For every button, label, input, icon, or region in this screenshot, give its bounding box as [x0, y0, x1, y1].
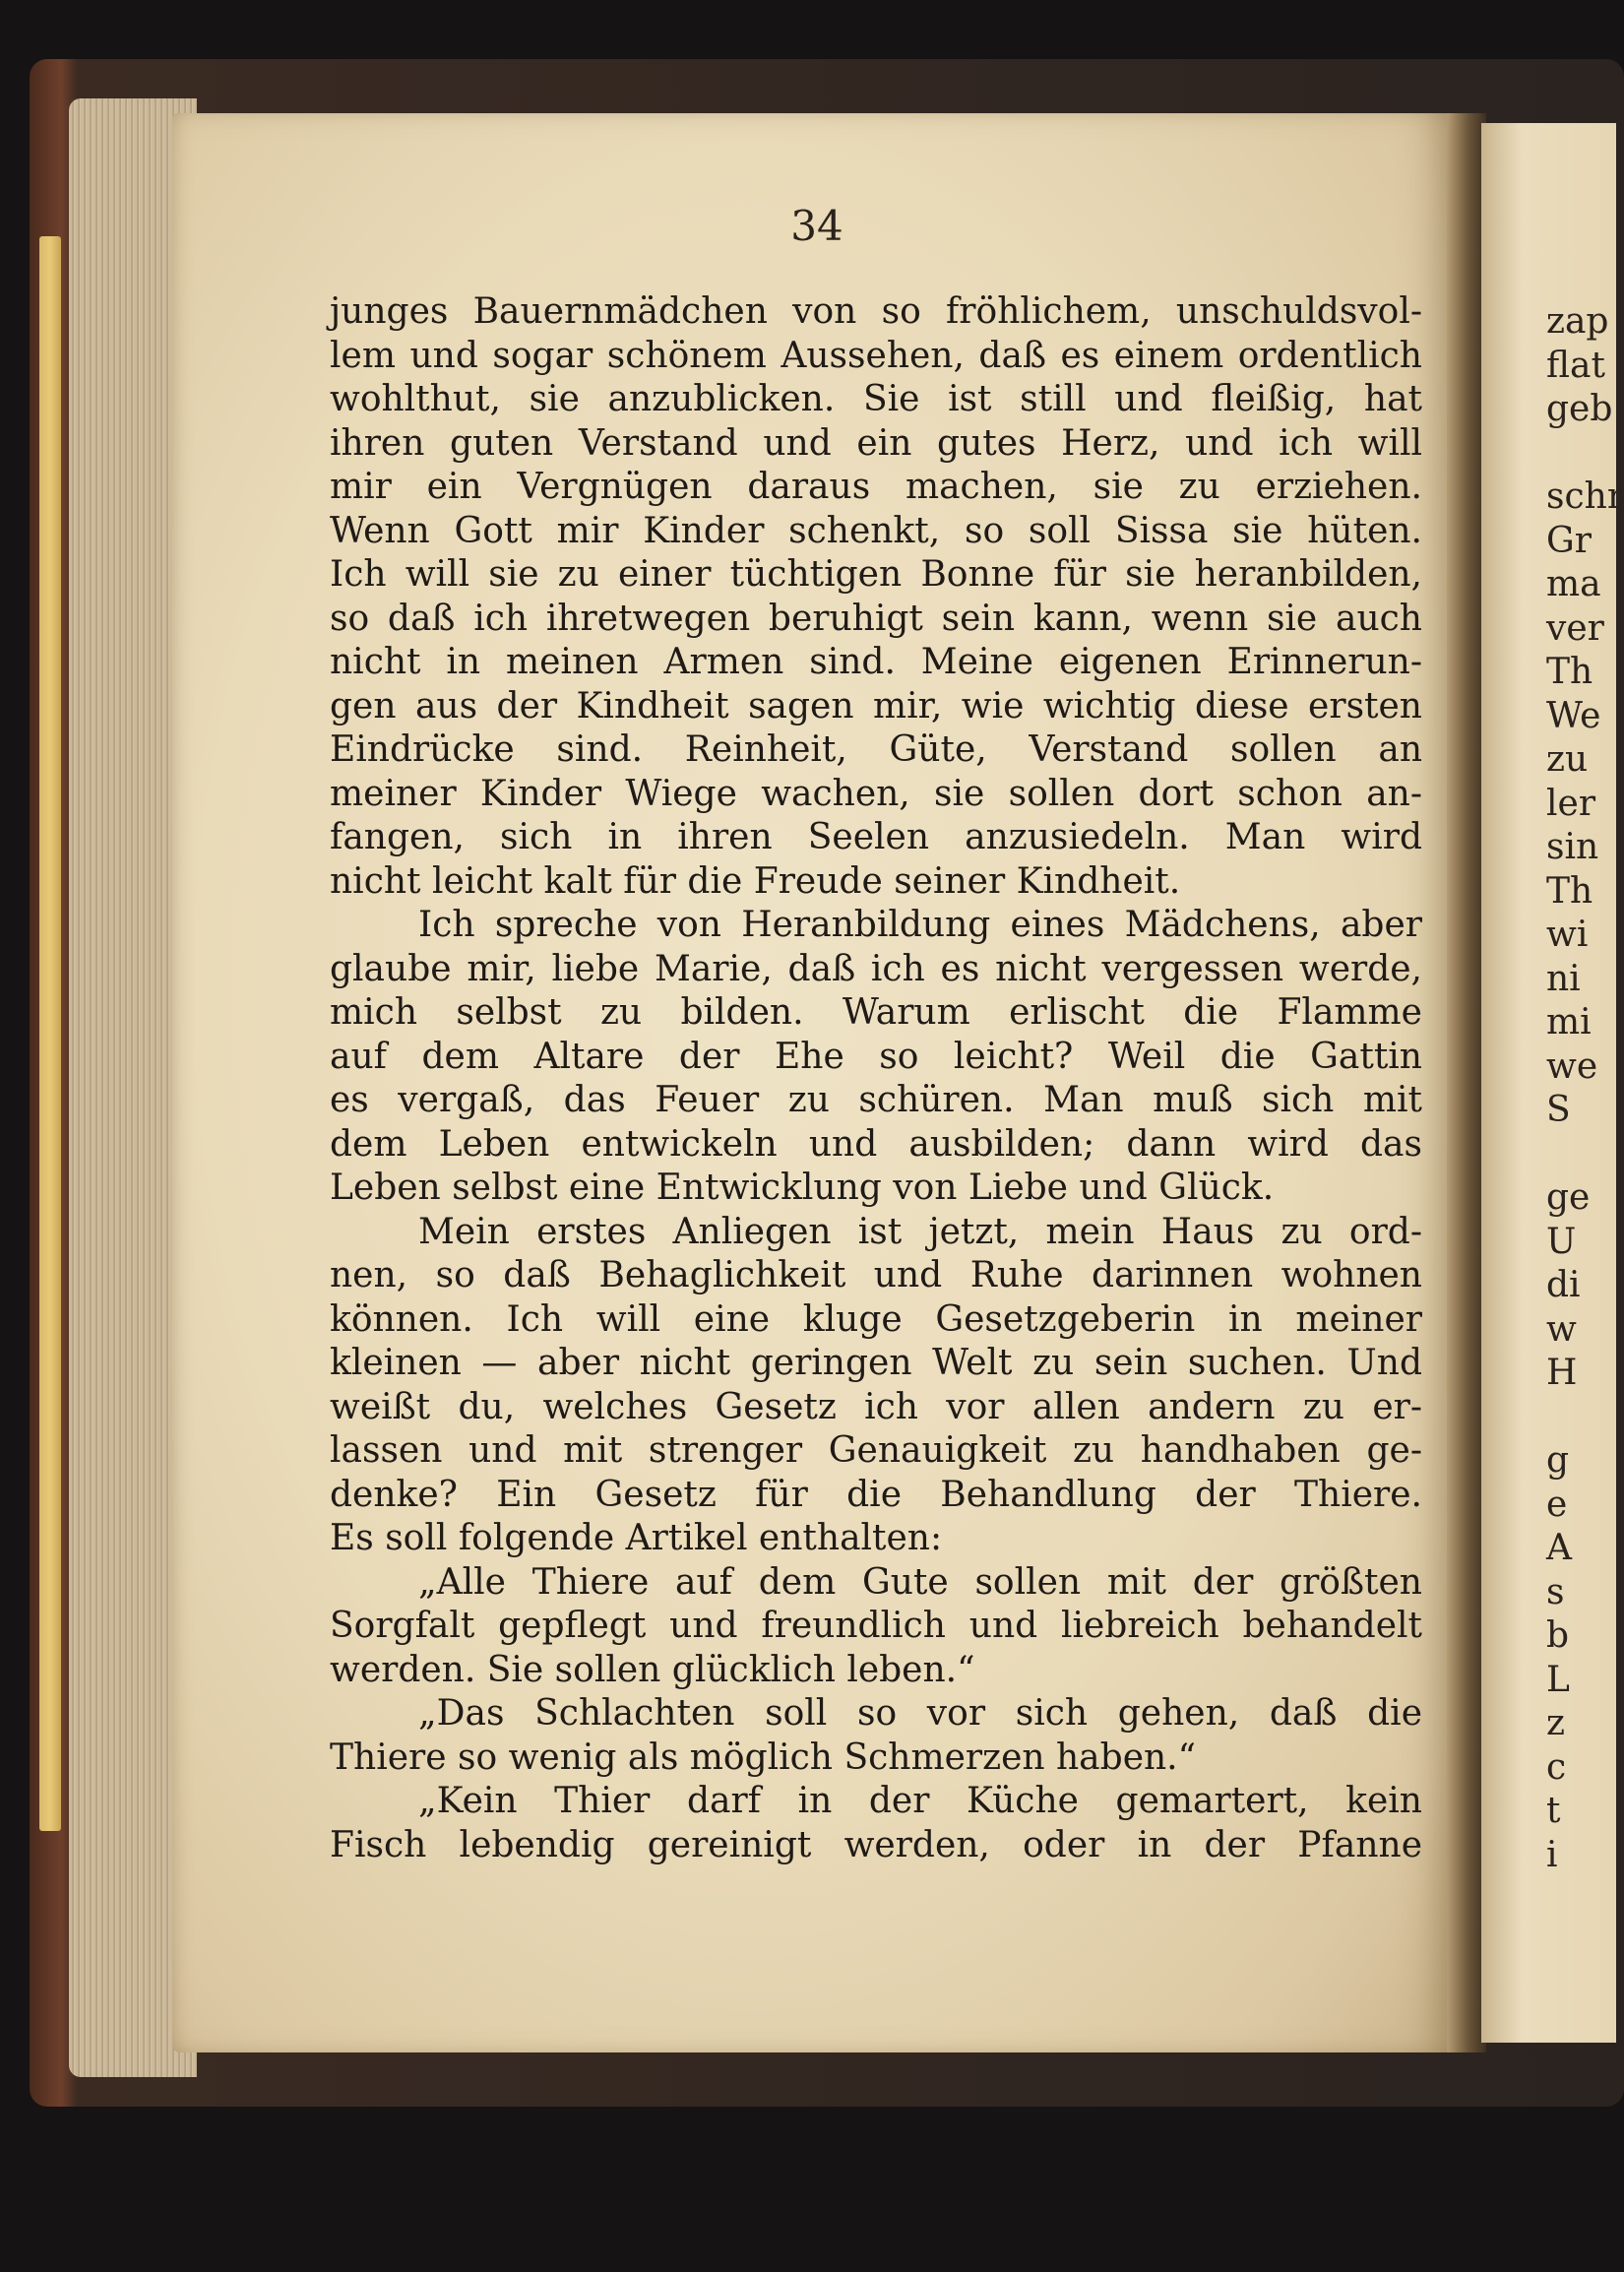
body-text — [330, 290, 1422, 1867]
facing-line-fragment: z — [1546, 1703, 1565, 1743]
text-line: so daß ich ihretwegen beruhigt sein kann, wenn sie auch — [330, 598, 1422, 639]
facing-line-fragment: we — [1546, 1045, 1598, 1087]
book-gutter — [1447, 113, 1486, 2052]
facing-line-fragment: Th — [1546, 652, 1593, 692]
facing-line-fragment: zap — [1546, 301, 1609, 342]
facing-line-fragment: ler — [1546, 783, 1596, 824]
text-line: mich selbst zu bilden. Warum erlischt die Flamme — [330, 992, 1422, 1033]
text-line: Wenn Gott mir Kinder schenkt, so soll Sissa sie hüten. — [330, 510, 1422, 551]
text-line: Fisch lebendig gereinigt werden, oder in der Pfanne — [330, 1824, 1422, 1865]
text-line: Eindrücke sind. Reinheit, Güte, Verstand sollen an — [330, 729, 1422, 770]
facing-line-fragment: We — [1546, 695, 1601, 736]
facing-line-fragment: g — [1546, 1440, 1570, 1481]
text-line: „Kein Thier darf in der Küche gemartert, kein — [418, 1781, 1422, 1821]
facing-line-fragment: ma — [1546, 564, 1601, 604]
page-number: 34 — [790, 202, 843, 250]
facing-page-text — [1546, 300, 1624, 1877]
text-line: denke? Ein Gesetz für die Behandlung der Thiere. — [330, 1474, 1422, 1515]
facing-line-fragment: flat — [1546, 345, 1605, 386]
text-line: lem und sogar schönem Aussehen, daß es einem ordentlich — [330, 335, 1422, 376]
text-line: Es soll folgende Artikel enthalten: — [330, 1518, 943, 1558]
facing-line-fragment: zu — [1546, 739, 1589, 780]
text-line: dem Leben entwickeln und ausbilden; dann wird das — [330, 1123, 1422, 1165]
text-line: nicht leicht kalt für die Freude seiner Kindheit. — [330, 860, 1181, 902]
text-line: es vergaß, das Feuer zu schüren. Man muß sich mit — [330, 1080, 1422, 1120]
facing-line-fragment: H — [1546, 1353, 1578, 1393]
text-line: weißt du, welches Gesetz ich vor allen andern zu er- — [330, 1386, 1422, 1427]
facing-line-fragment: ni — [1546, 958, 1581, 999]
text-line: „Das Schlachten soll so vor sich gehen, daß die — [418, 1693, 1422, 1734]
text-line: „Alle Thiere auf dem Gute sollen mit der größten — [418, 1561, 1422, 1603]
facing-line-fragment: w — [1546, 1308, 1577, 1350]
text-line: wohlthut, sie anzublicken. Sie ist still und fleißig, hat — [330, 379, 1422, 419]
text-line: fangen, sich in ihren Seelen anzusiedeln. Man wird — [330, 817, 1422, 857]
text-line: Ich will sie zu einer tüchtigen Bonne für sie heranbilden, — [330, 554, 1422, 595]
facing-line-fragment: L — [1546, 1659, 1570, 1700]
text-line: meiner Kinder Wiege wachen, sie sollen dort schon an- — [330, 773, 1422, 814]
text-line: Thiere so wenig als möglich Schmerzen haben.“ — [330, 1736, 1197, 1778]
text-line: glaube mir, liebe Marie, daß ich es nicht vergessen werde, — [330, 948, 1422, 989]
facing-line-fragment — [1546, 1396, 1624, 1440]
text-line: kleinen — aber nicht geringen Welt zu sein suchen. Und — [330, 1343, 1422, 1383]
facing-line-fragment: s — [1546, 1571, 1565, 1612]
text-line: Ich spreche von Heranbildung eines Mädchens, aber — [418, 905, 1422, 945]
facing-line-fragment: A — [1546, 1528, 1572, 1568]
facing-line-fragment: wi — [1546, 915, 1589, 955]
facing-page — [1481, 123, 1624, 2043]
facing-line-fragment: U — [1546, 1221, 1577, 1262]
facing-line-fragment: di — [1546, 1265, 1581, 1305]
text-line: auf dem Altare der Ehe so leicht? Weil die Gattin — [330, 1036, 1422, 1077]
text-line: mir ein Vergnügen daraus machen, sie zu erziehen. — [330, 467, 1422, 507]
facing-line-fragment: geb — [1546, 389, 1613, 429]
text-line: lassen und mit strenger Genauigkeit zu handhaben ge- — [330, 1430, 1422, 1471]
facing-line-fragment: b — [1546, 1615, 1570, 1656]
facing-line-fragment: i — [1546, 1834, 1558, 1875]
facing-line-fragment — [1546, 1133, 1624, 1177]
text-line: junges Bauernmädchen von so fröhlichem, unschuldsvol- — [330, 291, 1422, 332]
text-line: werden. Sie sollen glücklich leben.“ — [330, 1649, 975, 1690]
text-line: nicht in meinen Armen sind. Meine eigenen Erinnerun- — [330, 642, 1422, 682]
facing-line-fragment: sin — [1546, 827, 1599, 867]
facing-line-fragment — [1546, 432, 1624, 476]
binding-tape — [39, 236, 61, 1831]
facing-line-fragment: ge — [1546, 1177, 1591, 1218]
text-line: nen, so daß Behaglichkeit und Ruhe darinnen wohnen — [330, 1255, 1422, 1295]
facing-line-fragment: e — [1546, 1483, 1568, 1525]
facing-line-fragment: Th — [1546, 870, 1593, 912]
facing-line-fragment: t — [1546, 1791, 1561, 1831]
facing-line-fragment: S — [1546, 1090, 1571, 1130]
text-line: Mein erstes Anliegen ist jetzt, mein Haus zu ord- — [418, 1211, 1422, 1252]
facing-line-fragment: c — [1546, 1746, 1567, 1788]
text-line: gen aus der Kindheit sagen mir, wie wichtig diese ersten — [330, 685, 1422, 726]
facing-line-fragment: Gr — [1546, 520, 1592, 561]
facing-line-fragment: schr — [1546, 476, 1624, 517]
text-line: ihren guten Verstand und ein gutes Herz, und ich will — [330, 422, 1422, 464]
text-line: können. Ich will eine kluge Gesetzgeberin in meiner — [330, 1298, 1422, 1340]
facing-line-fragment: ver — [1546, 607, 1604, 649]
left-page — [172, 113, 1462, 2052]
text-line: Leben selbst eine Entwicklung von Liebe und Glück. — [330, 1168, 1275, 1208]
text-line: Sorgfalt gepflegt und freundlich und liebreich behandelt — [330, 1606, 1422, 1646]
facing-line-fragment: mi — [1546, 1002, 1592, 1042]
